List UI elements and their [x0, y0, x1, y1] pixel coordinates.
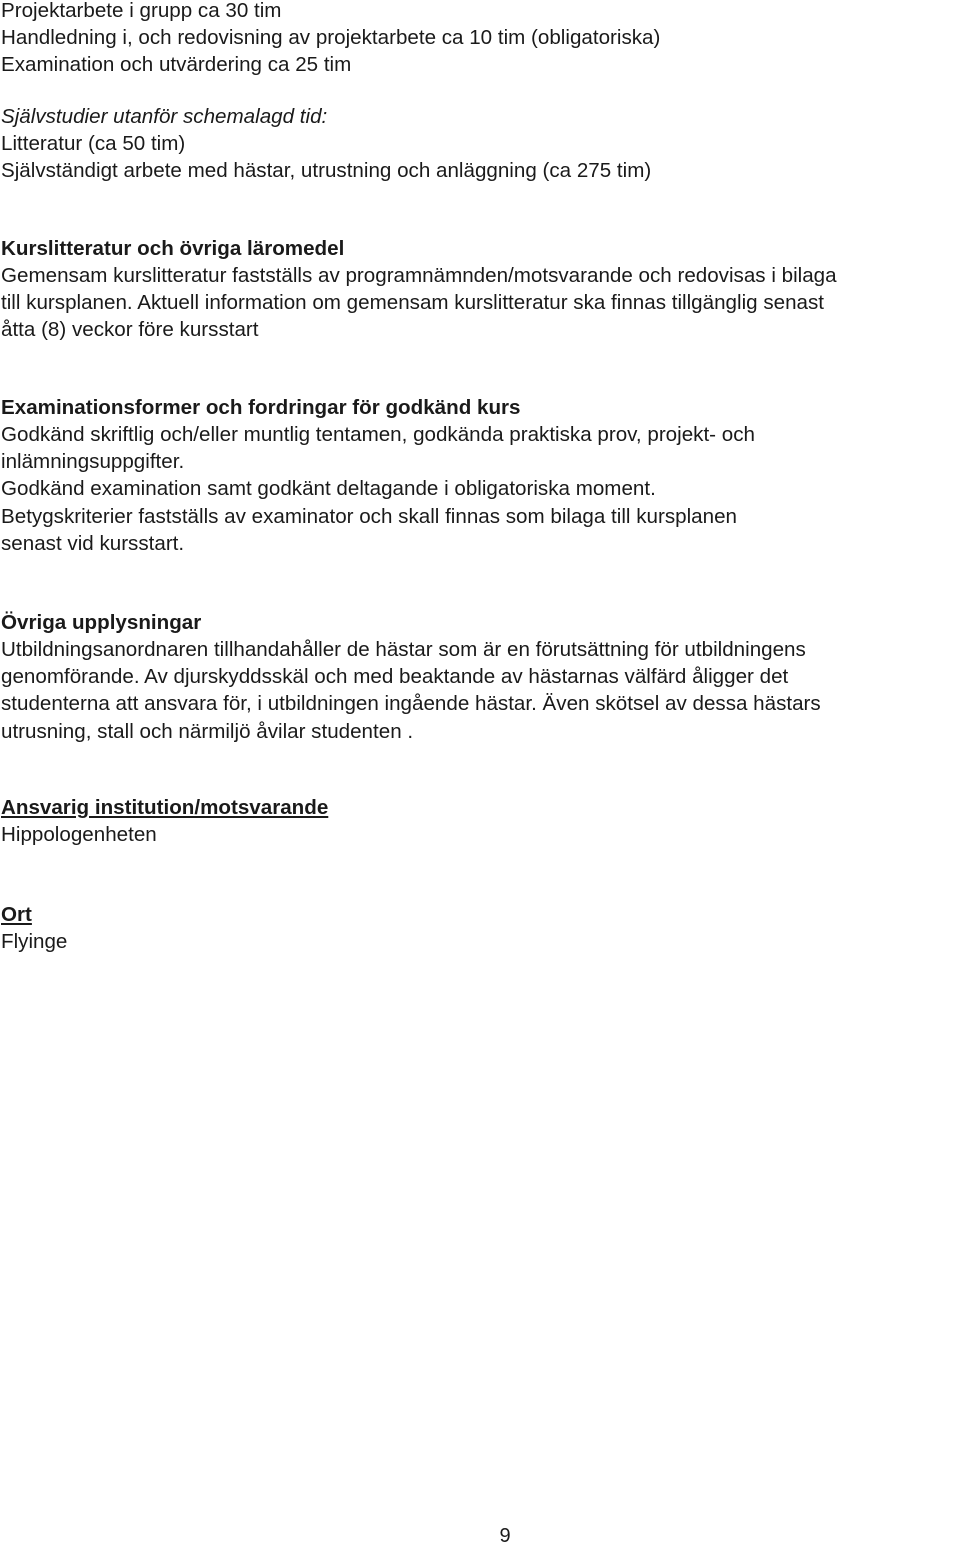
institution-value: Hippologenheten	[1, 823, 157, 846]
literature-line-3: åtta (8) veckor före kursstart	[1, 318, 259, 341]
location-value: Flyinge	[1, 930, 68, 953]
schedule-line-examination: Examination och utvärdering ca 25 tim	[1, 53, 352, 76]
literature-heading: Kurslitteratur och övriga läromedel	[1, 237, 345, 260]
page-number: 9	[499, 1525, 511, 1547]
other-info-line-4: utrusning, stall och närmiljö åvilar studenten .	[1, 720, 414, 743]
self-study-line-independent-work: Självständigt arbete med hästar, utrustning och anläggning (ca 275 tim)	[1, 159, 652, 182]
self-study-heading: Självstudier utanför schemalagd tid:	[1, 105, 328, 128]
institution-heading: Ansvarig institution/motsvarande	[1, 796, 329, 819]
schedule-line-supervision: Handledning i, och redovisning av projektarbete ca 10 tim (obligatoriska)	[1, 26, 661, 49]
examination-line-3: Godkänd examination samt godkänt deltagande i obligatoriska moment.	[1, 477, 656, 500]
other-info-heading: Övriga upplysningar	[1, 611, 202, 634]
examination-line-2: inlämningsuppgifter.	[1, 450, 185, 473]
other-info-line-2: genomförande. Av djurskyddsskäl och med beaktande av hästarnas välfärd åligger det	[1, 665, 789, 688]
examination-line-5: senast vid kursstart.	[1, 532, 185, 555]
literature-line-1: Gemensam kurslitteratur fastställs av programnämnden/motsvarande och redovisas i bilaga	[1, 264, 837, 287]
other-info-line-1: Utbildningsanordnaren tillhandahåller de hästar som är en förutsättning för utbildningens	[1, 638, 806, 661]
literature-line-2: till kursplanen. Aktuell information om gemensam kurslitteratur ska finnas tillgänglig senast	[1, 291, 824, 314]
examination-heading: Examinationsformer och fordringar för godkänd kurs	[1, 396, 521, 419]
location-heading: Ort	[1, 903, 32, 926]
self-study-line-literature: Litteratur (ca 50 tim)	[1, 132, 186, 155]
examination-line-1: Godkänd skriftlig och/eller muntlig tentamen, godkända praktiska prov, projekt- och	[1, 423, 755, 446]
examination-line-4: Betygskriterier fastställs av examinator och skall finnas som bilaga till kursplanen	[1, 505, 737, 528]
schedule-line-project-work: Projektarbete i grupp ca 30 tim	[1, 0, 282, 22]
other-info-line-3: studenterna att ansvara för, i utbildningen ingående hästar. Även skötsel av dessa hästars	[1, 692, 821, 715]
